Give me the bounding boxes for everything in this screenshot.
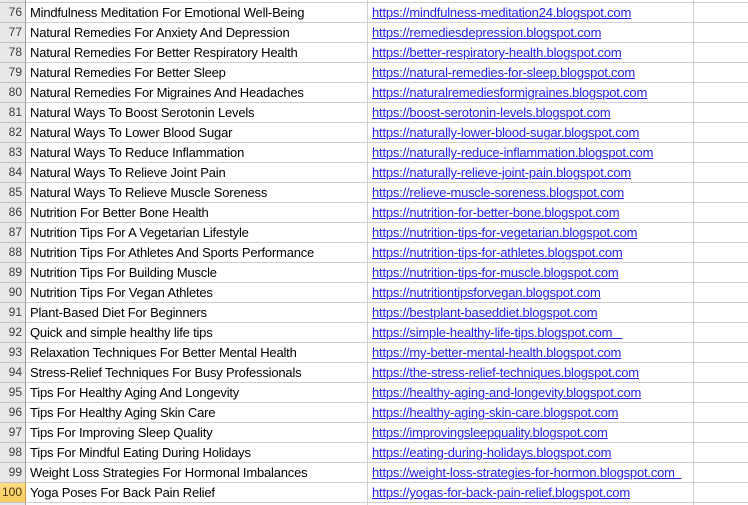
row-header[interactable]: 98 (0, 443, 26, 463)
table-row (0, 383, 748, 403)
url-cell[interactable] (368, 343, 693, 363)
row-header[interactable]: 82 (0, 123, 26, 143)
topic-cell[interactable]: Nutrition Tips For Building Muscle (26, 263, 368, 283)
url-cell[interactable] (368, 283, 693, 303)
empty-cell[interactable] (693, 223, 748, 243)
topic-cell[interactable]: Natural Ways To Reduce Inflammation (26, 143, 368, 163)
row-header[interactable]: 85 (0, 183, 26, 203)
table-row (0, 103, 748, 123)
empty-cell[interactable] (693, 383, 748, 403)
url-cell[interactable] (368, 363, 693, 383)
blog-link[interactable]: https://boost-serotonin-levels.blogspot.com (372, 105, 611, 120)
blog-link[interactable]: https://bestplant-baseddiet.blogspot.com (372, 305, 598, 320)
row-header[interactable]: 84 (0, 163, 26, 183)
blog-link[interactable]: https://better-respiratory-health.blogspot.com (372, 45, 622, 60)
topic-cell[interactable]: Quick and simple healthy life tips (26, 323, 368, 343)
url-cell[interactable] (368, 43, 693, 63)
table-row (0, 143, 748, 163)
url-cell[interactable] (368, 303, 693, 323)
url-cell[interactable] (368, 203, 693, 223)
blog-link[interactable]: https://simple-healthy-life-tips.blogspot.com (372, 325, 623, 340)
url-cell[interactable] (368, 423, 693, 443)
table-row (0, 63, 748, 83)
blog-link[interactable]: https://mindfulness-meditation24.blogspot.com (372, 5, 632, 20)
empty-cell[interactable] (693, 303, 748, 323)
table-row (0, 323, 748, 343)
topic-cell[interactable]: Mindfulness Meditation For Emotional Well-Being (26, 3, 368, 23)
url-cell[interactable] (368, 143, 693, 163)
topic-cell[interactable]: Natural Ways To Boost Serotonin Levels (26, 103, 368, 123)
empty-cell[interactable] (693, 323, 748, 343)
url-cell[interactable] (368, 223, 693, 243)
table-row (0, 163, 748, 183)
blog-link[interactable]: https://nutrition-tips-for-vegetarian.blogspot.com (372, 225, 638, 240)
topic-cell[interactable]: Natural Ways To Relieve Muscle Soreness (26, 183, 368, 203)
rows-container (0, 3, 748, 503)
empty-cell[interactable] (693, 43, 748, 63)
blog-link[interactable]: https://remediesdepression.blogspot.com (372, 25, 602, 40)
table-row (0, 463, 748, 483)
table-row (0, 3, 748, 23)
table-row (0, 83, 748, 103)
blog-link[interactable]: https://nutritiontipsforvegan.blogspot.com (372, 285, 601, 300)
topic-cell[interactable]: Plant-Based Diet For Beginners (26, 303, 368, 323)
empty-cell[interactable] (693, 243, 748, 263)
topic-cell[interactable]: Natural Remedies For Anxiety And Depression (26, 23, 368, 43)
row-header[interactable]: 79 (0, 63, 26, 83)
row-header[interactable]: 89 (0, 263, 26, 283)
topic-cell[interactable]: Nutrition For Better Bone Health (26, 203, 368, 223)
empty-cell[interactable] (693, 403, 748, 423)
empty-cell[interactable] (693, 63, 748, 83)
url-cell[interactable] (368, 323, 693, 343)
table-row (0, 223, 748, 243)
row-header[interactable]: 95 (0, 383, 26, 403)
url-cell[interactable] (368, 243, 693, 263)
table-row (0, 283, 748, 303)
row-header[interactable]: 83 (0, 143, 26, 163)
url-cell[interactable] (368, 183, 693, 203)
row-header[interactable]: 80 (0, 83, 26, 103)
blog-link[interactable]: https://nutrition-tips-for-muscle.blogspot.com (372, 265, 619, 280)
table-row (0, 183, 748, 203)
table-row (0, 23, 748, 43)
empty-cell[interactable] (693, 103, 748, 123)
url-cell[interactable] (368, 103, 693, 123)
table-row (0, 43, 748, 63)
url-cell[interactable] (368, 23, 693, 43)
empty-cell[interactable] (693, 83, 748, 103)
empty-cell[interactable] (693, 363, 748, 383)
blog-link[interactable]: https://nutrition-tips-for-athletes.blogspot.com (372, 245, 623, 260)
table-row (0, 343, 748, 363)
empty-cell[interactable] (693, 163, 748, 183)
empty-cell[interactable] (693, 203, 748, 223)
topic-cell[interactable]: Tips For Mindful Eating During Holidays (26, 443, 368, 463)
row-header[interactable]: 77 (0, 23, 26, 43)
topic-cell[interactable]: Nutrition Tips For Athletes And Sports Performance (26, 243, 368, 263)
table-row (0, 423, 748, 443)
row-header[interactable]: 90 (0, 283, 26, 303)
empty-cell[interactable] (693, 283, 748, 303)
row-header[interactable]: 91 (0, 303, 26, 323)
topic-cell[interactable]: Nutrition Tips For A Vegetarian Lifestyle (26, 223, 368, 243)
topic-cell[interactable]: Stress-Relief Techniques For Busy Professionals (26, 363, 368, 383)
table-row (0, 483, 748, 503)
url-cell[interactable] (368, 443, 693, 463)
topic-cell[interactable]: Natural Remedies For Better Respiratory Health (26, 43, 368, 63)
table-row (0, 363, 748, 383)
empty-cell[interactable] (693, 343, 748, 363)
empty-cell[interactable] (693, 463, 748, 483)
table-row (0, 203, 748, 223)
empty-cell[interactable] (693, 143, 748, 163)
table-row (0, 303, 748, 323)
url-cell[interactable] (368, 463, 693, 483)
table-row (0, 403, 748, 423)
row-header[interactable]: 96 (0, 403, 26, 423)
topic-cell[interactable]: Relaxation Techniques For Better Mental Health (26, 343, 368, 363)
blog-link[interactable]: https://eating-during-holidays.blogspot.com (372, 445, 612, 460)
row-header[interactable]: 93 (0, 343, 26, 363)
blog-link[interactable]: https://nutrition-for-better-bone.blogspot.com (372, 205, 620, 220)
row-header[interactable]: 92 (0, 323, 26, 343)
blog-link[interactable]: https://naturalremediesformigraines.blogspot.com (372, 85, 648, 100)
topic-cell[interactable]: Natural Remedies For Better Sleep (26, 63, 368, 83)
blog-link[interactable]: https://my-better-mental-health.blogspot.com (372, 345, 622, 360)
table-row (0, 243, 748, 263)
row-header[interactable]: 81 (0, 103, 26, 123)
row-header[interactable]: 78 (0, 43, 26, 63)
empty-cell[interactable] (693, 23, 748, 43)
url-cell[interactable] (368, 3, 693, 23)
table-row (0, 123, 748, 143)
row-header[interactable]: 87 (0, 223, 26, 243)
empty-cell[interactable] (693, 3, 748, 23)
row-header[interactable]: 97 (0, 423, 26, 443)
table-row (0, 443, 748, 463)
topic-cell[interactable]: Natural Ways To Relieve Joint Pain (26, 163, 368, 183)
empty-cell[interactable] (693, 263, 748, 283)
topic-cell[interactable]: Tips For Improving Sleep Quality (26, 423, 368, 443)
blog-link[interactable]: https://yogas-for-back-pain-relief.blogspot.com (372, 485, 630, 500)
empty-cell[interactable] (693, 483, 748, 503)
url-cell[interactable] (368, 83, 693, 103)
row-header[interactable]: 88 (0, 243, 26, 263)
row-header[interactable]: 86 (0, 203, 26, 223)
empty-cell[interactable] (693, 183, 748, 203)
row-header[interactable]: 100 (0, 483, 26, 503)
topic-cell[interactable]: Tips For Healthy Aging And Longevity (26, 383, 368, 403)
topic-cell[interactable]: Natural Ways To Lower Blood Sugar (26, 123, 368, 143)
row-header[interactable]: 99 (0, 463, 26, 483)
table-row (0, 263, 748, 283)
topic-cell[interactable]: Tips For Healthy Aging Skin Care (26, 403, 368, 423)
topic-cell[interactable]: Natural Remedies For Migraines And Headaches (26, 83, 368, 103)
blog-link[interactable]: https://improvingsleepquality.blogspot.com (372, 425, 608, 440)
blog-link[interactable]: https://the-stress-relief-techniques.blogspot.com (372, 365, 639, 380)
blog-link[interactable]: https://healthy-aging-and-longevity.blogspot.com (372, 385, 642, 400)
blog-link[interactable]: https://relieve-muscle-soreness.blogspot.com (372, 185, 625, 200)
empty-cell[interactable] (693, 423, 748, 443)
topic-cell[interactable]: Yoga Poses For Back Pain Relief (26, 483, 368, 503)
blog-link[interactable]: https://healthy-aging-skin-care.blogspot.com (372, 405, 619, 420)
url-cell[interactable] (368, 63, 693, 83)
empty-cell[interactable] (693, 123, 748, 143)
url-cell[interactable] (368, 163, 693, 183)
empty-cell[interactable] (693, 443, 748, 463)
url-cell[interactable] (368, 403, 693, 423)
blog-link[interactable]: https://naturally-lower-blood-sugar.blogspot.com (372, 125, 640, 140)
topic-cell[interactable]: Weight Loss Strategies For Hormonal Imbalances (26, 463, 368, 483)
blog-link[interactable]: https://weight-loss-strategies-for-hormon.blogspot.com (372, 465, 682, 480)
url-cell[interactable] (368, 263, 693, 283)
url-cell[interactable] (368, 383, 693, 403)
topic-cell[interactable]: Nutrition Tips For Vegan Athletes (26, 283, 368, 303)
url-cell[interactable] (368, 483, 693, 503)
blog-link[interactable]: https://naturally-reduce-inflammation.blogspot.com (372, 145, 654, 160)
row-header[interactable]: 76 (0, 3, 26, 23)
url-cell[interactable] (368, 123, 693, 143)
row-header[interactable]: 94 (0, 363, 26, 383)
blog-link[interactable]: https://naturally-relieve-joint-pain.blogspot.com (372, 165, 631, 180)
blog-link[interactable]: https://natural-remedies-for-sleep.blogspot.com (372, 65, 636, 80)
